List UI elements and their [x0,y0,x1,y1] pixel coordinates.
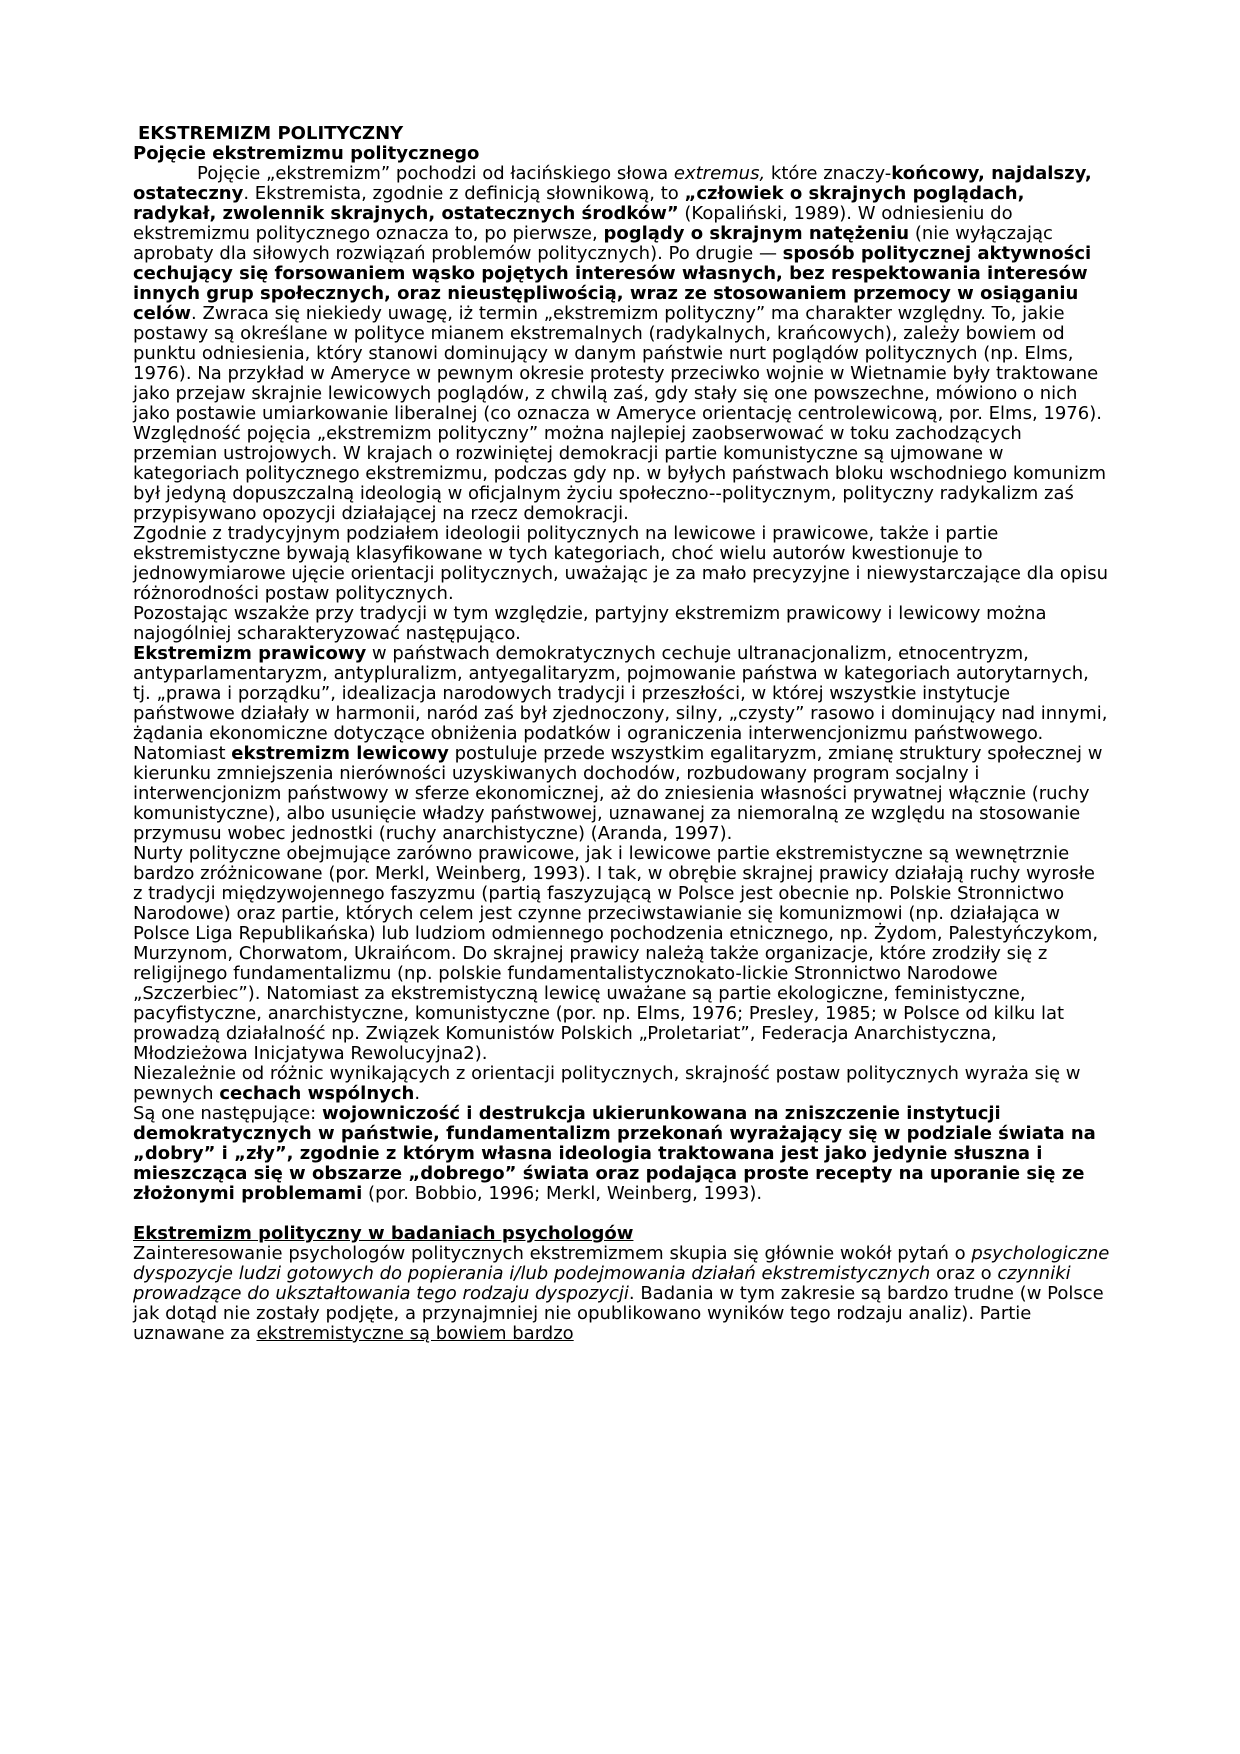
text-run: wojowniczość i destrukcja ukierunkowana na zniszczenie instytucji demokratycznych w państwie, fundamentalizm przekonań wyrażający się w podziale świata na „dobry” i „zły”, zgodnie z którym własna ideologia traktowana jest jako jedynie słuszna i mieszcząca się w obszarze „dobrego” świata oraz podająca proste recepty na uporanie się ze złożonymi problemami [133,1103,1096,1204]
text-run: Zgodnie z tradycyjnym podziałem ideologii politycznych na lewicowe i prawicowe, także i partie ekstremistyczne bywają klasyfikowane w tych kategoriach, choć wielu autorów kwestionuje to jednowymiarowe ujęcie orientacji politycznych, uważając je za mało precyzyjne i niewystarczające dla opisu różnorodności postaw politycznych. [133,523,1109,604]
text-run: postuluje przede wszystkim egalitaryzm, zmianę struktury społecznej w kierunku zmniejszenia nierówności uzyskiwanych dochodów, rozbudowany program socjalny i interwencjonizm państwowy w sferze ekonomicznej, aż do zniesienia własności prywatnej włącznie (ruchy komunistyczne), albo usunięcie władzy państwowej, uznawanej za niemoralną ze względu na stosowanie przymusu wobec jednostki (ruchy anarchistyczne) (Aranda, 1997). [133,743,1103,844]
page-title: EKSTREMIZM POLITYCZNY [138,123,404,144]
text-run: Nurty polityczne obejmujące zarówno prawicowe, jak i lewicowe partie ekstremistyczne są wewnętrznie bardzo zróżnicowane (por. Merkl, Weinberg, 1993). I tak, w obrębie skrajnej prawicy działają ruchy wyrosłe z tradycji międzywojennego faszyzmu (partią faszyzującą w Polsce jest obecnie np. Polskie Stronnictwo Narodowe) oraz partie, których celem jest czynne przeciwstawianie się komunizmowi (np. działająca w Polsce Liga Republikańska) lub ludziom odmiennego pochodzenia etnicznego, np. Żydom, Palestyńczykom, Murzynom, Chorwatom, Ukraińcom. Do skrajnej prawicy należą także organizacje, które zrodziły się z religijnego fundamentalizmu (np. polskie fundamentalistycznokato-lickie Stronnictwo Narodowe „Szczerbiec”). Natomiast za ekstremistyczną lewicę uważane są partie ekologiczne, feministyczne, pacyfistyczne, anarchistyczne, komunistyczne (por. np. Elms, 1976; Presley, 1985; w Polsce od kilku lat prowadzą działalność np. Związek Komunistów Polskich „Proletariat”, Federacja Anarchistyczna, Młodzieżowa Inicjatywa Rewolucyjna2). [133,843,1099,1064]
text-run: „człowiek o skrajnych poglądach, radykał, zwolennik skrajnych, ostatecznych środków” [133,183,1025,224]
left-extremism-paragraph [133,744,1110,844]
classification-paragraph [133,524,1110,604]
text-run: (nie wyłączając aprobaty dla siłowych rozwiązań problemów politycznych). Po drugie — [133,223,1053,264]
document-header [133,124,1110,164]
text-run: Pozostając wszakże przy tradycji w tym względzie, partyjny ekstremizm prawicowy i lewicowy można najogólniej scharakteryzować następująco. [133,603,1047,644]
page-subtitle: Pojęcie ekstremizmu politycznego [133,143,480,164]
text-run: cechach wspólnych [219,1083,415,1104]
text-run: Są one następujące: [133,1103,322,1124]
text-run: czynniki prowadzące do ukształtowania tego rodzaju dyspozycji [133,1263,1071,1304]
text-run: extremus, [673,163,766,184]
text-run: sposób politycznej aktywności cechujący się forsowaniem wąsko pojętych interesów własnych, bez respektowania interesów innych grup społecznych, oraz nieustępliwością, wraz ze stosowaniem przemocy w osiąganiu celów [133,243,1092,324]
text-run: psychologiczne dyspozycje ludzi gotowych do popierania i/lub podejmowania działań ekstremistycznych [133,1243,1110,1284]
text-run: Pojęcie „ekstremizm” pochodzi od łacińskiego słowa [197,163,674,184]
tradition-paragraph [133,604,1110,644]
political-currents-paragraph [133,844,1110,1064]
document-body [133,164,1110,1344]
common-traits-paragraph [133,1104,1110,1204]
text-run: Ekstremizm prawicowy [133,643,367,664]
right-extremism-paragraph [133,644,1110,744]
text-run: . Zwraca się niekiedy uwagę, iż termin „ekstremizm polityczny” ma charakter względny. To, jakie postawy są określane w polityce mianem ekstremalnych (radykalnych, krańcowych), zależy bowiem od punktu odniesienia, który stanowi dominujący w danym państwie nurt poglądów politycznych (np. Elms, 1976). Na przykład w Ameryce w pewnym okresie protesty przeciwko wojnie w Wietnamie były traktowane jako przejaw skrajnie lewicowych poglądów, z chwilą zaś, gdy stały się one powszechne, mówiono o nich jako postawie umiarkowanie liberalnej (co oznacza w Ameryce orientację centrolewicową, por. Elms, 1976). [133,303,1102,424]
text-run: Niezależnie od różnic wynikających z orientacji politycznych, skrajność postaw politycznych wyraża się w pewnych [133,1063,1081,1104]
section-heading-psychology [133,1224,1110,1244]
spacer [133,1204,1110,1224]
text-run: Zainteresowanie psychologów politycznych ekstremizmem skupia się głównie wokół pytań o [133,1243,972,1264]
relativity-paragraph [133,424,1110,524]
text-run: (Kopaliński, 1989). W odniesieniu do ekstremizmu politycznego oznacza to, po pierwsze, [133,203,1013,244]
psychology-paragraph [133,1244,1110,1344]
text-run: Ekstremizm polityczny w badaniach psychologów [133,1223,634,1244]
intro-paragraph [133,164,1110,424]
common-traits-intro-paragraph [133,1064,1110,1104]
text-run: . [414,1083,421,1104]
text-run: które znaczy- [765,163,892,184]
text-run: Natomiast [133,743,232,764]
text-run: . Ekstremista, zgodnie z definicją słownikową, to [243,183,685,204]
text-run: ekstremistyczne są bowiem bardzo [256,1323,574,1344]
text-run: Względność pojęcia „ekstremizm polityczny” można najlepiej zaobserwować w toku zachodzących przemian ustrojowych. W krajach o rozwiniętej demokracji partie komunistyczne są ujmowane w kategoriach politycznego ekstremizmu, podczas gdy np. w byłych państwach bloku wschodniego komunizm był jedyną dopuszczalną ideologią w oficjalnym życiu społeczno--politycznym, polityczny radykalizm zaś przypisywano opozycji działającej na rzecz demokracji. [133,423,1106,524]
text-run: . Badania w tym zakresie są bardzo trudne (w Polsce jak dotąd nie zostały podjęte, a przynajmniej nie opublikowano wyników tego rodzaju analiz). Partie uznawane za [133,1283,1104,1344]
text-run: oraz o [930,1263,998,1284]
text-run: ekstremizm lewicowy [231,743,449,764]
text-run: (por. Bobbio, 1996; Merkl, Weinberg, 1993). [362,1183,763,1204]
text-run: w państwach demokratycznych cechuje ultranacjonalizm, etnocentryzm, antyparlamentaryzm, antypluralizm, antyegalitaryzm, pojmowanie państwa w kategoriach autorytarnych, tj. „prawa i porządku”, idealizacja narodowych tradycji i przeszłości, w której wszystkie instytucje państwowe działały w harmonii, naród zaś był zjednoczony, silny, „czysty” rasowo i dominujący nad innymi, żądania ekonomiczne dotyczące obniżenia podatków i ograniczenia interwencjonizmu państwowego. [133,643,1108,744]
text-run: poglądy o skrajnym natężeniu [603,223,910,244]
text-run: końcowy, najdalszy, ostateczny [133,163,1092,204]
